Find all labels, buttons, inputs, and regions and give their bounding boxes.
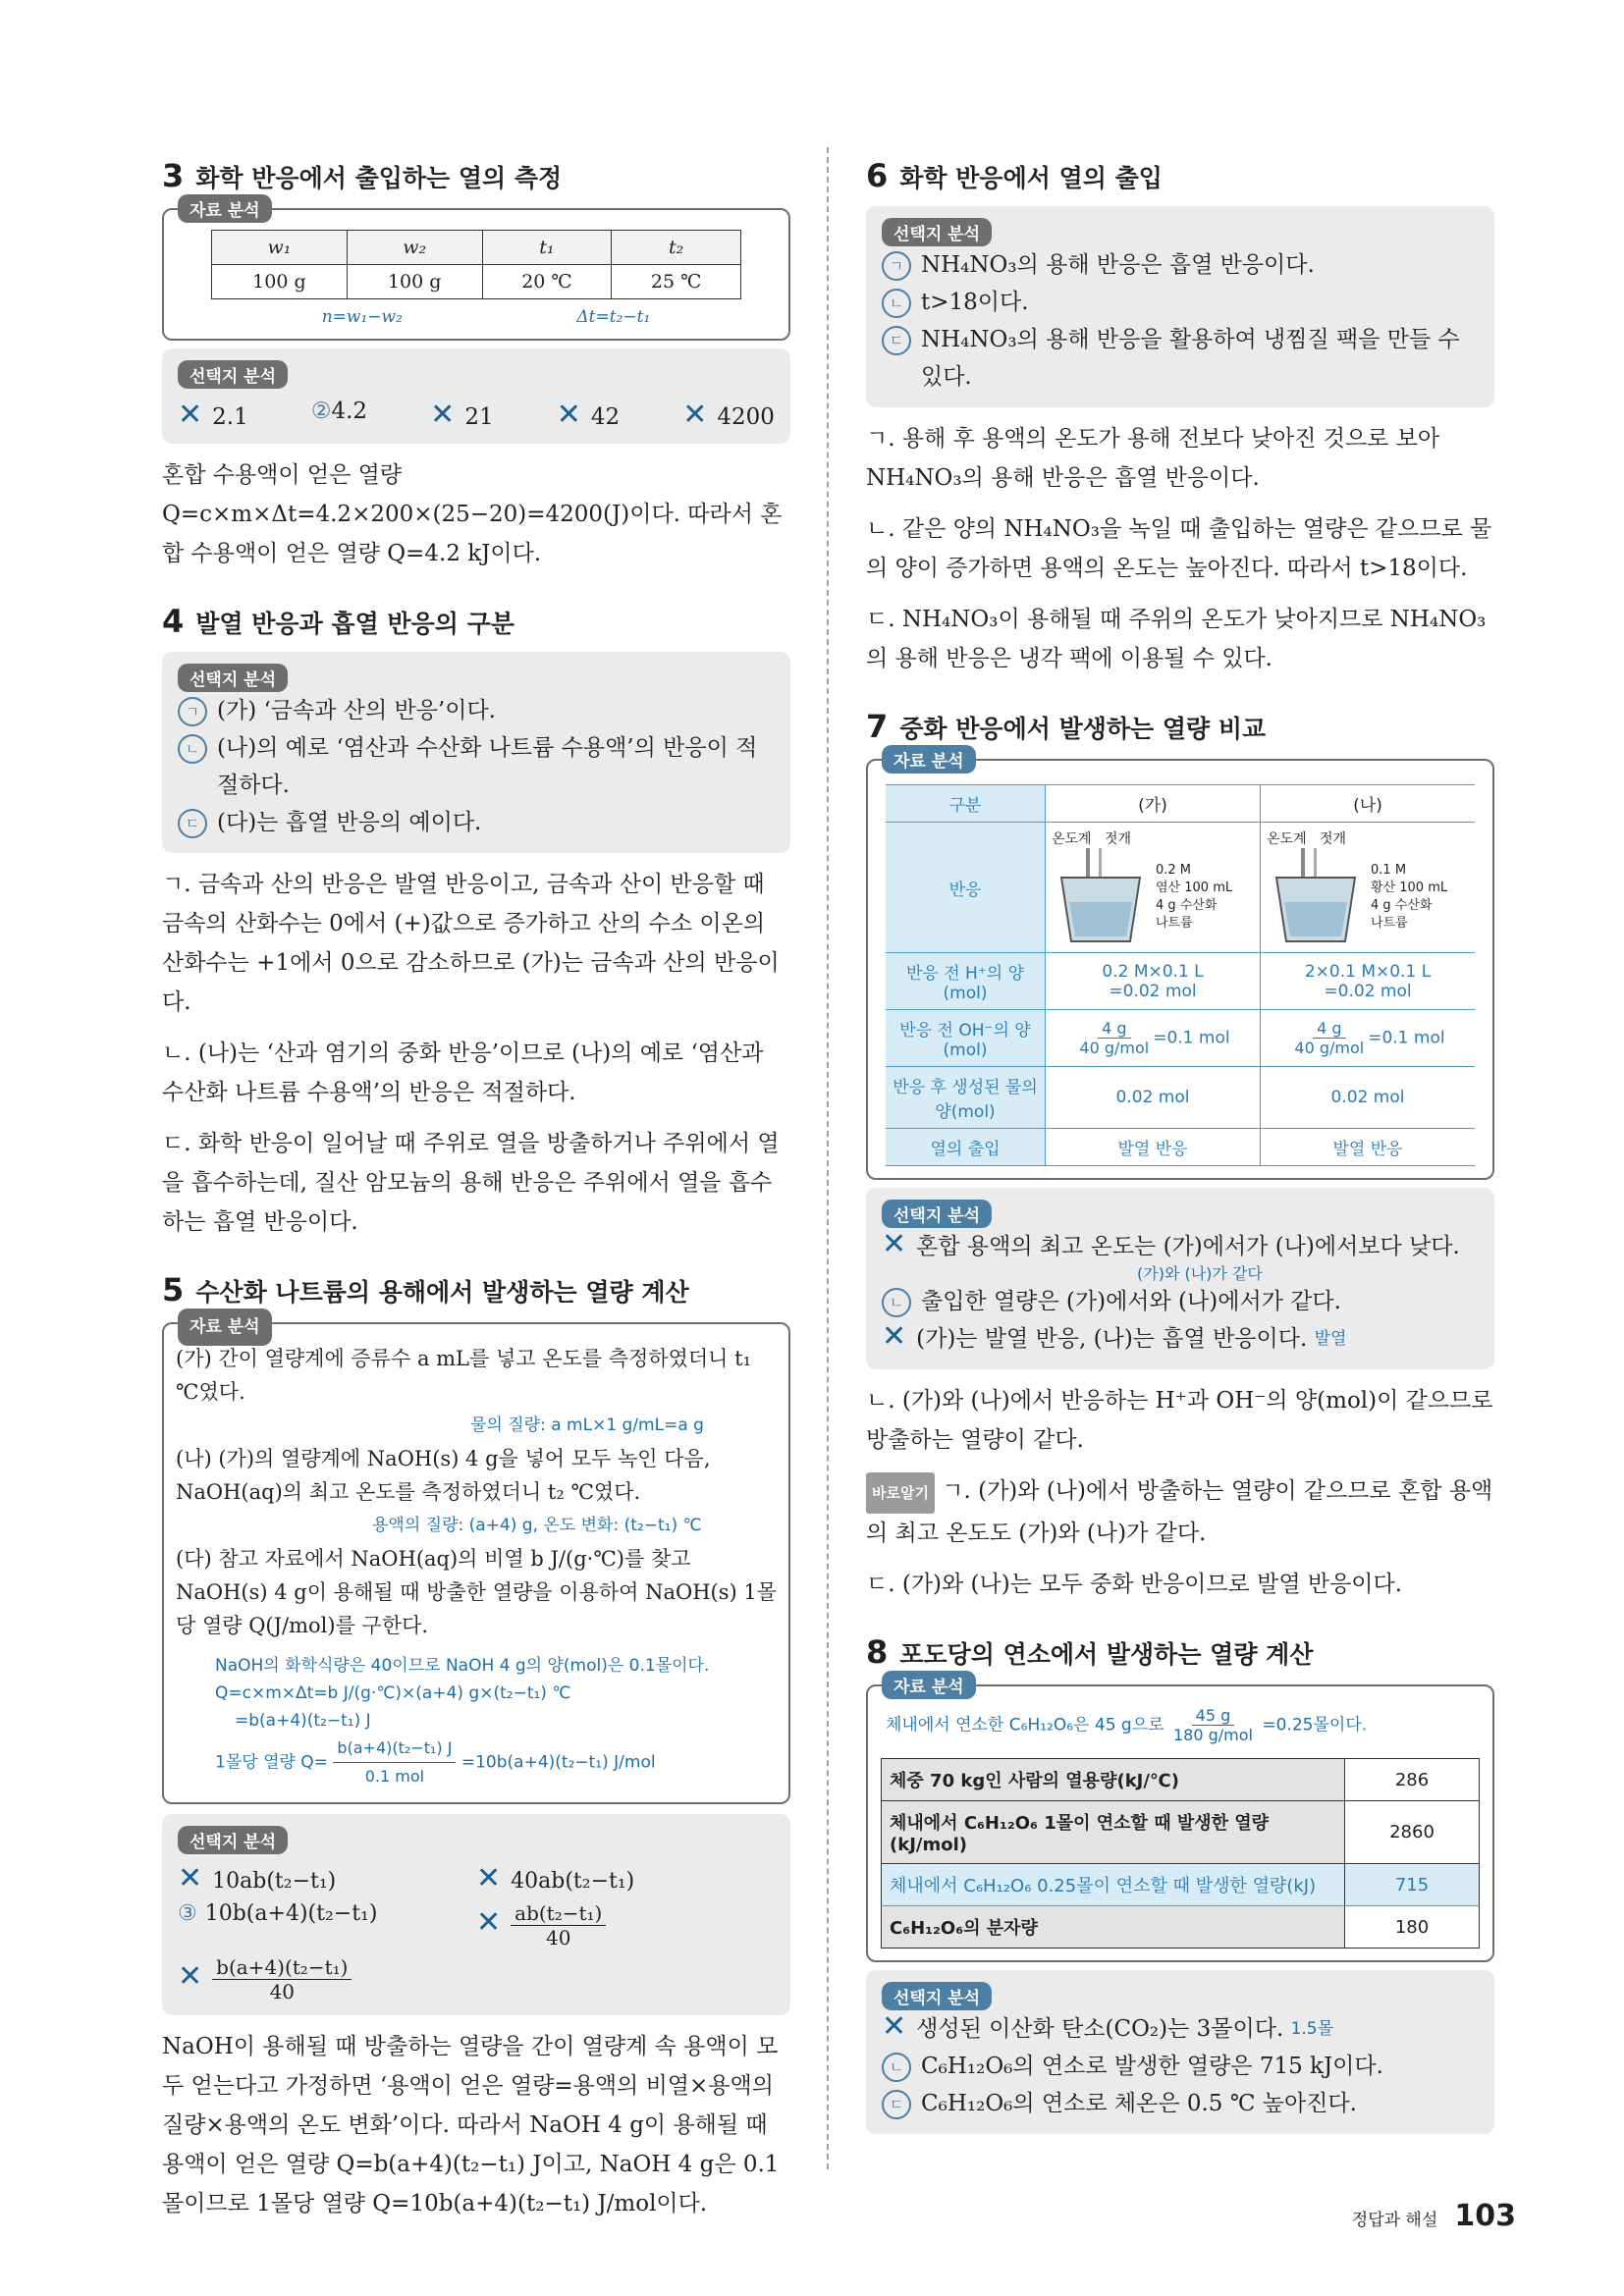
correct-mark-icon: ㄱ (178, 697, 207, 726)
section-number: 8 (866, 1633, 889, 1671)
procedure-step: (나) (가)의 열량계에 NaOH(s) 4 g을 넣어 모두 녹인 다음, NaOH(aq)의 최고 온도를 측정하였더니 t₂ ℃였다. (176, 1447, 711, 1504)
correct-mark-icon: ㄱ (882, 251, 911, 281)
correction-tag: 바로알기 (866, 1472, 935, 1514)
choice-option: ㄷ NH₄NO₃의 용해 반응을 활용하여 냉찜질 팩을 만들 수 있다. (882, 321, 1479, 396)
table-row-label: 반응 후 생성된 물의 양(mol) (886, 1067, 1046, 1129)
section-number: 7 (866, 708, 889, 745)
data-analysis-tag: 자료 분석 (178, 194, 272, 223)
procedure-step: (가) 간이 열량계에 증류수 a mL를 넣고 온도를 측정하였더니 t₁ ℃였다. (176, 1347, 751, 1404)
explanation-text: ㄷ. 화학 반응이 일어날 때 주위로 열을 방출하거나 주위에서 열을 흡수하는데, 질산 암모늄의 용해 반응은 주위에서 열을 흡수하는 흡열 반응이다. (162, 1131, 780, 1235)
explanation-text: ㄱ. 금속과 산의 반응은 발열 반응이고, 금속과 산이 반응할 때 금속의 산화수는 0에서 (+)값으로 증가하고 산의 수소 이온의 산화수는 +1에서 0으로 감소하므로 (가)는 금속과 산의 반응이다. (162, 872, 780, 1015)
table-header: w₂ (347, 231, 482, 265)
section-number: 5 (162, 1271, 185, 1308)
choice-analysis-tag: 선택지 분석 (882, 1200, 992, 1228)
explanation-text: 혼합 수용액이 얻은 열량 Q=c×m×Δt=4.2×200×(25−20)=4200(J)이다. 따라서 혼합 수용액이 얻은 열량 Q=4.2 kJ이다. (162, 462, 783, 566)
section-number: 4 (162, 603, 185, 640)
table-row-label: 반응 전 OH⁻의 양(mol) (886, 1010, 1046, 1067)
table-header: w₁ (212, 231, 348, 265)
explanation-text: ㄴ. (가)와 (나)에서 반응하는 H⁺과 OH⁻의 양(mol)이 같으므로 방출하는 열량이 같다. (866, 1388, 1493, 1453)
explanation-text: 바로알기 ㄱ. (가)와 (나)에서 방출하는 열량이 같으므로 혼합 용액의 최고 온도도 (가)와 (나)가 같다. (866, 1471, 1494, 1553)
choice-option: ㄴ t>18이다. (882, 284, 1479, 321)
table-cell: $\frac{4 g}{\text{40 g/mol}}$ =0.1 mol (1261, 1010, 1475, 1067)
choice-option: ✕ 생성된 이산화 탄소(CO₂)는 3몰이다. 1.5몰 (882, 2010, 1479, 2048)
choice-analysis-box (866, 1188, 1494, 1369)
table-row-label: 반응 전 H⁺의 양(mol) (886, 953, 1046, 1010)
table-cell: 2×0.1 M×0.1 L =0.02 mol (1261, 953, 1475, 1010)
correction-note: (가)와 (나)가 같다 (1137, 1264, 1263, 1283)
explanation-text: ㄴ. 같은 양의 NH₄NO₃을 녹일 때 출입하는 열량은 같으므로 물의 양이 증가하면 용액의 온도는 높아진다. 따라서 t>18이다. (866, 516, 1492, 581)
choice-item: ✕ 40ab(t₂−t₁) (476, 1861, 635, 1896)
calculation-note: 체내에서 연소한 C₆H₁₂O₆은 45 g으로 $\frac{45 g}{\text{180 g/mol}}$ =0.25몰이다. (886, 1706, 1368, 1744)
data-analysis-box (866, 752, 1494, 1180)
correct-mark-icon: ㄷ (882, 2090, 911, 2119)
section-number: 6 (866, 157, 889, 194)
wrong-mark-icon: ✕ (882, 2009, 907, 2044)
section-7-title (866, 708, 1494, 745)
table-row: 체내에서 C₆H₁₂O₆ 0.25몰이 연소할 때 발생한 열량(kJ) 715 (882, 1864, 1480, 1906)
choice-option: ㄷ (다)는 흡열 반응의 예이다. (178, 804, 775, 841)
page-footer (1352, 2199, 1516, 2233)
wrong-mark-icon: ✕ (882, 1227, 907, 1261)
table-cell: 25 ℃ (612, 265, 741, 299)
correct-mark-icon: ㄴ (882, 2053, 911, 2082)
right-column (866, 157, 1494, 2134)
page-number: 103 (1454, 2199, 1516, 2233)
measurement-table (211, 230, 741, 299)
explanation-text: ㄷ. (가)와 (나)는 모두 중화 반응이므로 발열 반응이다. (866, 1572, 1403, 1597)
correct-mark-icon: ㄷ (178, 809, 207, 838)
data-analysis-tag: 자료 분석 (882, 745, 976, 774)
choice-item: ②4.2 (310, 399, 368, 424)
section-4-title (162, 603, 790, 640)
wrong-mark-icon: ✕ (556, 398, 581, 432)
correction-note: 발열 (1314, 1329, 1347, 1349)
choice-item: ✕ 2.1 (178, 398, 248, 432)
explanation-text: NaOH이 용해될 때 방출하는 열량을 간이 열량계 속 용액이 모두 얻는다고 가정하면 ‘용액이 얻은 열량=용액의 비열×용액의 질량×용액의 온도 변화’이다. 따라서 NaOH 4 g이 용해될 때 용액이 얻은 열량 Q=b(a+4)(t₂−t₁) J이고, NaOH 4 g은 0.1몰이므로 1몰당 열량 Q=10b(a+4)(t₂−t₁) J/mol이다. (162, 2034, 780, 2216)
choice-option: ㄴ C₆H₁₂O₆의 연소로 발생한 열량은 715 kJ이다. (882, 2048, 1479, 2085)
mass-note: n=w₁−w₂ (321, 307, 403, 327)
glucose-table (881, 1758, 1480, 1949)
table-header: t₂ (612, 231, 741, 265)
correct-mark-icon: ③ (178, 1901, 197, 1926)
section-8-title (866, 1633, 1494, 1671)
data-analysis-box (162, 201, 790, 341)
choice-item: ✕ $\frac{\text{b(a+4)(t₂−t₁)}}{40}$ (178, 1955, 476, 2003)
annotation-note: 용액의 질량: (a+4) g, 온도 변화: (t₂−t₁) ℃ (372, 1516, 702, 1535)
section-title-text: 발열 반응과 흡열 반응의 구분 (195, 610, 514, 638)
choice-item: ✕ 42 (556, 398, 621, 432)
table-cell: 20 ℃ (482, 265, 612, 299)
choice-item: ✕ 21 (430, 398, 494, 432)
footer-label: 정답과 해설 (1351, 2211, 1438, 2230)
table-cell: 0.02 mol (1046, 1067, 1261, 1129)
explanation-text: ㄱ. 용해 후 용액의 온도가 용해 전보다 낮아진 것으로 보아 NH₄NO₃의 용해 반응은 흡열 반응이다. (866, 426, 1440, 491)
section-title-text: 포도당의 연소에서 발생하는 열량 계산 (899, 1640, 1314, 1669)
section-title-text: 수산화 나트륨의 용해에서 발생하는 열량 계산 (195, 1278, 689, 1307)
section-3-title (162, 157, 790, 194)
table-cell: $\frac{4 g}{\text{40 g/mol}}$ =0.1 mol (1046, 1010, 1261, 1067)
explanation-text: ㄴ. (나)는 ‘산과 염기의 중화 반응’이므로 (나)의 예로 ‘염산과 수산화 나트륨 수용액’의 반응은 적절하다. (162, 1041, 764, 1105)
beaker-diagram-a: 온도계 젓개 0.2 M 염산 100 mL 4 g 수산화 나트륨 (1046, 823, 1261, 953)
data-analysis-box (866, 1678, 1494, 1962)
choice-option: ㄴ (나)의 예로 ‘염산과 수산화 나트륨 수용액’의 반응이 적절하다. (178, 729, 775, 804)
temp-change-note: Δt=t₂−t₁ (576, 307, 651, 327)
calc-line: NaOH의 화학식량은 40이므로 NaOH 4 g의 양(mol)은 0.1몰이다. (215, 1656, 710, 1676)
table-cell: 발열 반응 (1261, 1129, 1475, 1166)
table-cell: 0.2 M×0.1 L =0.02 mol (1046, 953, 1261, 1010)
choice-analysis-box (866, 206, 1494, 407)
table-header: (가) (1046, 785, 1261, 823)
choice-analysis-box (866, 1970, 1494, 2134)
left-column (162, 157, 790, 2235)
correction-note: 1.5몰 (1290, 2019, 1334, 2039)
table-row: C₆H₁₂O₆의 분자량 180 (882, 1906, 1480, 1949)
correct-mark-icon: ② (310, 399, 332, 424)
calorimeter-icon (1052, 848, 1150, 946)
choice-analysis-tag: 선택지 분석 (178, 360, 288, 389)
choice-option: ✕ (가)는 발열 반응, (나)는 흡열 반응이다. 발열 (882, 1320, 1479, 1358)
choice-item: ③ 10b(a+4)(t₂−t₁) (178, 1901, 378, 1926)
section-5-title (162, 1271, 790, 1308)
correct-mark-icon: ㄴ (882, 289, 911, 318)
section-6-title (866, 157, 1494, 194)
wrong-mark-icon: ✕ (178, 1861, 203, 1896)
choice-option: ㄱ (가) ‘금속과 산의 반응’이다. (178, 692, 775, 729)
wrong-mark-icon: ✕ (430, 398, 456, 432)
table-header: t₁ (482, 231, 612, 265)
correct-mark-icon: ㄴ (178, 734, 207, 764)
table-row: 체중 70 kg인 사람의 열용량(kJ/℃) 286 (882, 1759, 1480, 1801)
choice-option: ㄴ 출입한 열량은 (가)에서와 (나)에서가 같다. (882, 1283, 1479, 1320)
wrong-mark-icon: ✕ (882, 1319, 907, 1354)
table-cell: 100 g (212, 265, 348, 299)
section-title-text: 중화 반응에서 발생하는 열량 비교 (899, 715, 1267, 743)
calculation-note (176, 1652, 777, 1790)
wrong-mark-icon: ✕ (476, 1904, 502, 1940)
table-row-label: 반응 (886, 823, 1046, 953)
choice-analysis-box (162, 1814, 790, 2015)
calc-line: =b(a+4)(t₂−t₁) J (235, 1711, 371, 1731)
wrong-mark-icon: ✕ (682, 398, 708, 432)
annotation-note: 물의 질량: a mL×1 g/mL=a g (470, 1415, 704, 1435)
choice-analysis-tag: 선택지 분석 (178, 664, 288, 692)
choice-analysis-tag: 선택지 분석 (178, 1826, 288, 1854)
neutralization-table (886, 784, 1475, 1166)
procedure-step: (다) 참고 자료에서 NaOH(aq)의 비열 b J/(g·℃)를 찾고 NaOH(s) 4 g이 용해될 때 방출한 열량을 이용하여 NaOH(s) 1몰당 열량 Q(J/mol)를 구한다. (176, 1547, 777, 1637)
choice-analysis-tag: 선택지 분석 (882, 218, 992, 246)
choice-item: ✕ $\frac{\text{ab(t₂−t₁)}}{40}$ (476, 1901, 775, 1949)
column-divider (827, 147, 829, 2169)
calorimeter-icon (1267, 848, 1365, 946)
choice-option: ㄱ NH₄NO₃의 용해 반응은 흡열 반응이다. (882, 246, 1479, 284)
section-title-text: 화학 반응에서 출입하는 열의 측정 (195, 164, 563, 192)
table-row: 체내에서 C₆H₁₂O₆ 1몰이 연소할 때 발생한 열량 (kJ/mol) 2860 (882, 1801, 1480, 1864)
table-header: (나) (1261, 785, 1475, 823)
correct-mark-icon: ㄷ (882, 326, 911, 355)
calc-line: 1몰당 열량 Q= $\frac{\text{b(a+4)(t₂−t₁) J}}{\text{0.1 mol}}$ =10b(a+4)(t₂−t₁) J/mol (215, 1735, 777, 1790)
correct-mark-icon: ㄴ (882, 1288, 911, 1317)
explanation-text: ㄷ. NH₄NO₃이 용해될 때 주위의 온도가 낮아지므로 NH₄NO₃의 용해 반응은 냉각 팩에 이용될 수 있다. (866, 607, 1487, 671)
beaker-diagram-b: 온도계 젓개 0.1 M 황산 100 mL 4 g 수산화 나트륨 (1261, 823, 1475, 953)
section-number: 3 (162, 157, 185, 194)
choice-analysis-box (162, 348, 790, 444)
table-cell: 0.02 mol (1261, 1067, 1475, 1129)
wrong-mark-icon: ✕ (476, 1861, 502, 1896)
calc-line: Q=c×m×Δt=b J/(g·℃)×(a+4) g×(t₂−t₁) ℃ (215, 1683, 571, 1703)
table-cell: 발열 반응 (1046, 1129, 1261, 1166)
data-analysis-box (162, 1317, 790, 1804)
wrong-mark-icon: ✕ (178, 398, 203, 432)
table-row-label: 열의 출입 (886, 1129, 1046, 1166)
table-header: 구분 (886, 785, 1046, 823)
data-analysis-tag: 자료 분석 (178, 1308, 272, 1346)
choice-item: ✕ 10ab(t₂−t₁) (178, 1861, 337, 1896)
data-analysis-tag: 자료 분석 (882, 1671, 976, 1699)
section-title-text: 화학 반응에서 열의 출입 (899, 164, 1163, 192)
choice-item: ✕ 4200 (682, 398, 775, 432)
choice-option: ㄷ C₆H₁₂O₆의 연소로 체온은 0.5 ℃ 높아진다. (882, 2085, 1479, 2122)
wrong-mark-icon: ✕ (178, 1958, 203, 1994)
choice-analysis-tag: 선택지 분석 (882, 1982, 992, 2010)
choice-option: ✕ 혼합 용액의 최고 온도는 (가)에서가 (나)에서보다 낮다. (882, 1227, 1460, 1261)
table-cell: 100 g (347, 265, 482, 299)
choice-analysis-box (162, 652, 790, 853)
